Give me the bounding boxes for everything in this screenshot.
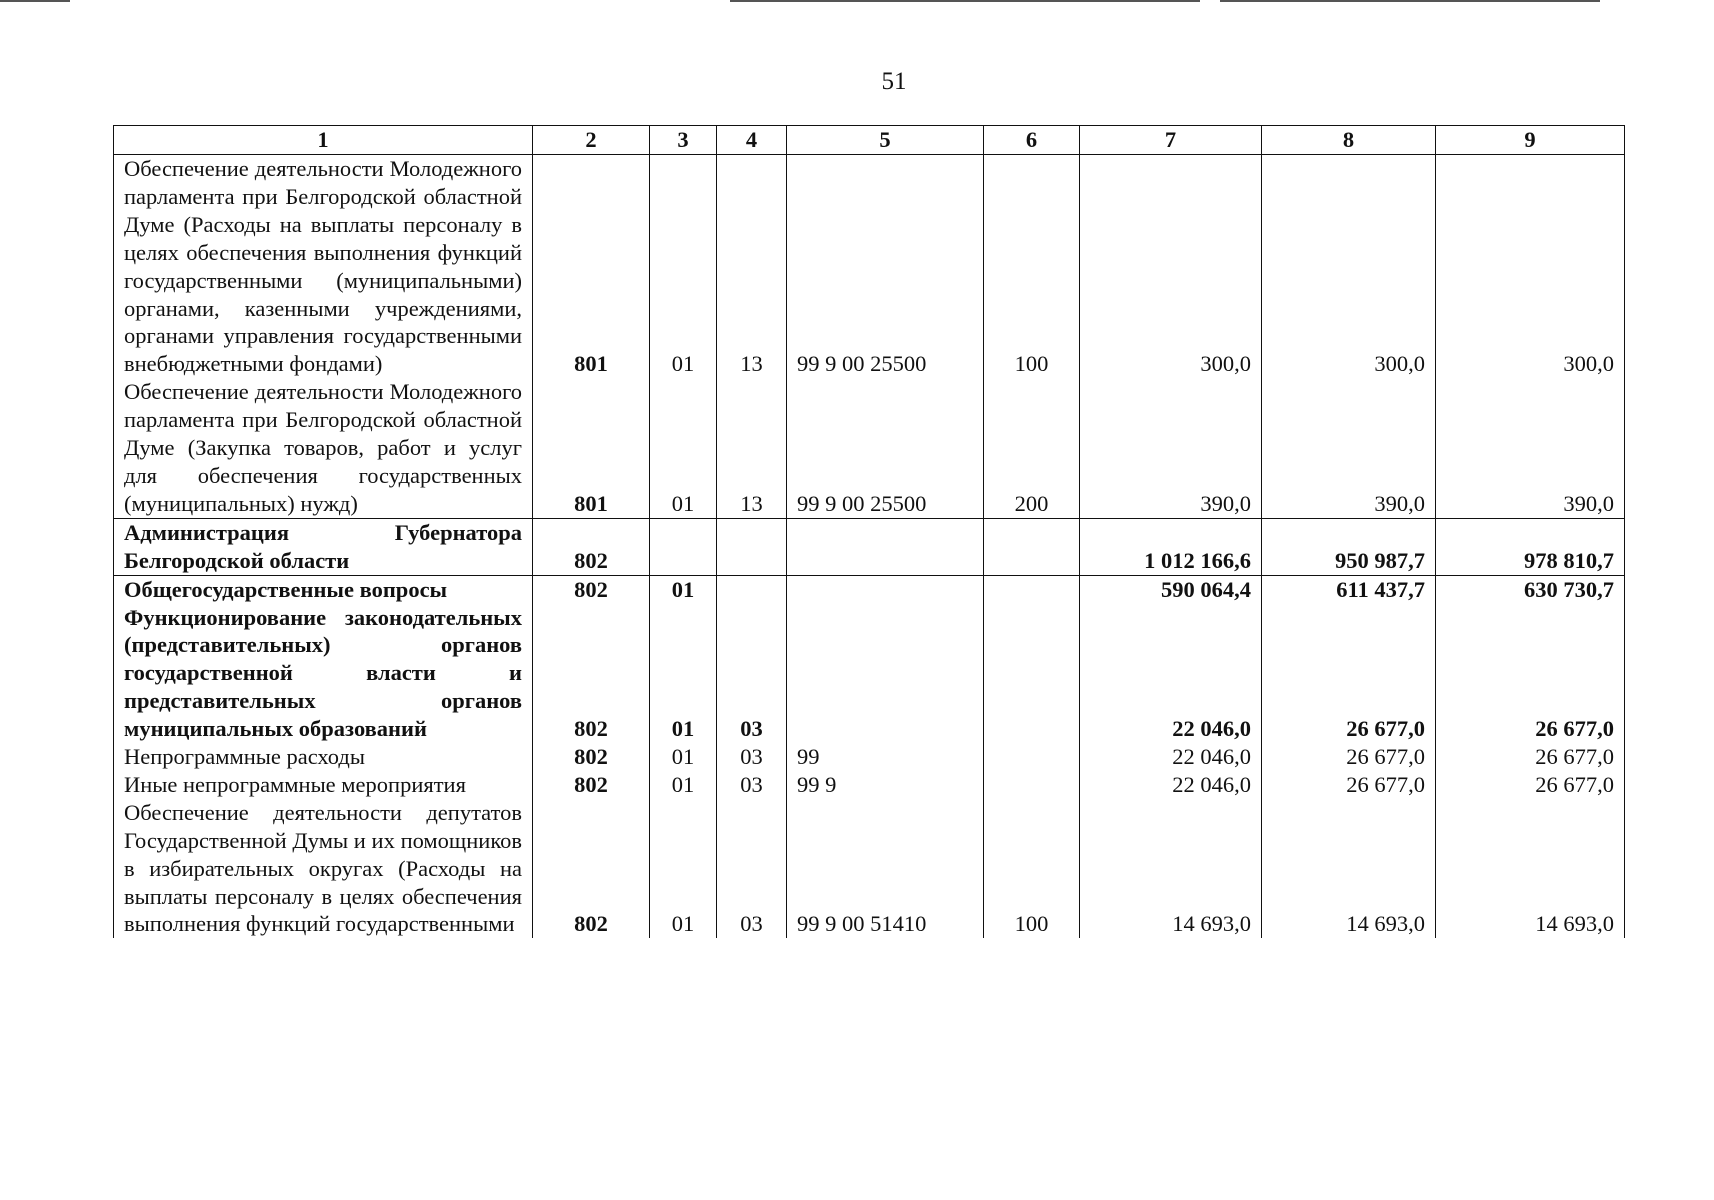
- table-row: [114, 155, 1625, 379]
- header-col-9: 9: [1436, 126, 1625, 155]
- row-amount-col9: 26 677,0: [1436, 743, 1625, 771]
- header-col-6: 6: [984, 126, 1080, 155]
- row-subsection-code: 03: [717, 743, 787, 771]
- row-amount-col8: 611 437,7: [1262, 575, 1436, 603]
- row-amount-col8: 950 987,7: [1262, 518, 1436, 575]
- row-ministry-code: 802: [533, 575, 650, 603]
- row-name: Функционирование законодательных (представительных) органов государственной власти и представительных органов муниципальных образований: [114, 604, 533, 744]
- row-amount-col8: 14 693,0: [1262, 799, 1436, 939]
- table-row: [114, 604, 1625, 744]
- row-amount-col8: 390,0: [1262, 378, 1436, 518]
- row-amount-col9: 26 677,0: [1436, 771, 1625, 799]
- scan-artifact-line: [730, 0, 1200, 2]
- row-amount-col7: 22 046,0: [1080, 743, 1262, 771]
- scan-artifact-line: [1220, 0, 1600, 2]
- row-amount-col7: 590 064,4: [1080, 575, 1262, 603]
- header-col-5: 5: [787, 126, 984, 155]
- row-target-code: 99 9 00 51410: [787, 799, 984, 939]
- row-expense-type: [984, 771, 1080, 799]
- row-section-code: 01: [650, 378, 717, 518]
- row-subsection-code: 03: [717, 604, 787, 744]
- row-amount-col9: 630 730,7: [1436, 575, 1625, 603]
- row-amount-col8: 300,0: [1262, 155, 1436, 379]
- row-expense-type: [984, 604, 1080, 744]
- row-expense-type: 100: [984, 155, 1080, 379]
- row-amount-col7: 14 693,0: [1080, 799, 1262, 939]
- row-target-code: [787, 518, 984, 575]
- row-ministry-code: 802: [533, 771, 650, 799]
- budget-table: [113, 125, 1625, 938]
- row-target-code: [787, 604, 984, 744]
- header-col-3: 3: [650, 126, 717, 155]
- table-row: [114, 575, 1625, 603]
- row-amount-col9: 300,0: [1436, 155, 1625, 379]
- row-target-code: 99 9: [787, 771, 984, 799]
- row-subsection-code: 13: [717, 155, 787, 379]
- row-amount-col7: 1 012 166,6: [1080, 518, 1262, 575]
- row-target-code: 99 9 00 25500: [787, 155, 984, 379]
- row-section-code: [650, 518, 717, 575]
- header-col-8: 8: [1262, 126, 1436, 155]
- header-col-7: 7: [1080, 126, 1262, 155]
- row-subsection-code: 13: [717, 378, 787, 518]
- scan-artifact-line: [0, 0, 70, 2]
- row-name: Обеспечение деятельности депутатов Государственной Думы и их помощников в избирательных округах (Расходы на выплаты персоналу в целях обеспечения выполнения функций государственными: [114, 799, 533, 939]
- row-subsection-code: 03: [717, 771, 787, 799]
- row-ministry-code: 802: [533, 743, 650, 771]
- row-expense-type: [984, 518, 1080, 575]
- row-subsection-code: [717, 575, 787, 603]
- row-section-code: 01: [650, 771, 717, 799]
- row-expense-type: 100: [984, 799, 1080, 939]
- row-target-code: 99: [787, 743, 984, 771]
- row-section-code: 01: [650, 155, 717, 379]
- row-expense-type: 200: [984, 378, 1080, 518]
- header-col-4: 4: [717, 126, 787, 155]
- header-col-2: 2: [533, 126, 650, 155]
- row-subsection-code: [717, 518, 787, 575]
- row-amount-col7: 300,0: [1080, 155, 1262, 379]
- row-name: Обеспечение деятельности Молодежного парламента при Белгородской областной Думе (Закупка товаров, работ и услуг для обеспечения государственных (муниципальных) нужд): [114, 378, 533, 518]
- table-header: [114, 126, 1625, 155]
- row-section-code: 01: [650, 743, 717, 771]
- table-row: [114, 518, 1625, 575]
- table-row: [114, 378, 1625, 518]
- row-section-code: 01: [650, 799, 717, 939]
- row-amount-col7: 390,0: [1080, 378, 1262, 518]
- row-target-code: 99 9 00 25500: [787, 378, 984, 518]
- row-target-code: [787, 575, 984, 603]
- row-amount-col8: 26 677,0: [1262, 604, 1436, 744]
- row-amount-col8: 26 677,0: [1262, 771, 1436, 799]
- row-section-code: 01: [650, 604, 717, 744]
- table-body: [114, 155, 1625, 939]
- row-amount-col9: 978 810,7: [1436, 518, 1625, 575]
- header-row: [114, 126, 1625, 155]
- row-ministry-code: 802: [533, 518, 650, 575]
- header-col-1: 1: [114, 126, 533, 155]
- row-name: Общегосударственные вопросы: [114, 575, 533, 603]
- row-name: Непрограммные расходы: [114, 743, 533, 771]
- page-number: 51: [881, 68, 907, 95]
- row-expense-type: [984, 743, 1080, 771]
- row-amount-col8: 26 677,0: [1262, 743, 1436, 771]
- row-ministry-code: 801: [533, 378, 650, 518]
- table-row: [114, 799, 1625, 939]
- row-ministry-code: 802: [533, 799, 650, 939]
- row-ministry-code: 801: [533, 155, 650, 379]
- row-name: Администрация Губернатора Белгородской области: [114, 518, 533, 575]
- row-subsection-code: 03: [717, 799, 787, 939]
- row-amount-col9: 26 677,0: [1436, 604, 1625, 744]
- row-amount-col9: 390,0: [1436, 378, 1625, 518]
- row-name: Иные непрограммные мероприятия: [114, 771, 533, 799]
- row-amount-col9: 14 693,0: [1436, 799, 1625, 939]
- row-ministry-code: 802: [533, 604, 650, 744]
- table-row: [114, 743, 1625, 771]
- row-section-code: 01: [650, 575, 717, 603]
- row-amount-col7: 22 046,0: [1080, 604, 1262, 744]
- row-name: Обеспечение деятельности Молодежного парламента при Белгородской областной Думе (Расходы на выплаты персоналу в целях обеспечения выполнения функций государственными (муниципальными) органами, казенными учреждениями, органами управления государственными внебюджетными фондами): [114, 155, 533, 379]
- row-expense-type: [984, 575, 1080, 603]
- table-row: [114, 771, 1625, 799]
- row-amount-col7: 22 046,0: [1080, 771, 1262, 799]
